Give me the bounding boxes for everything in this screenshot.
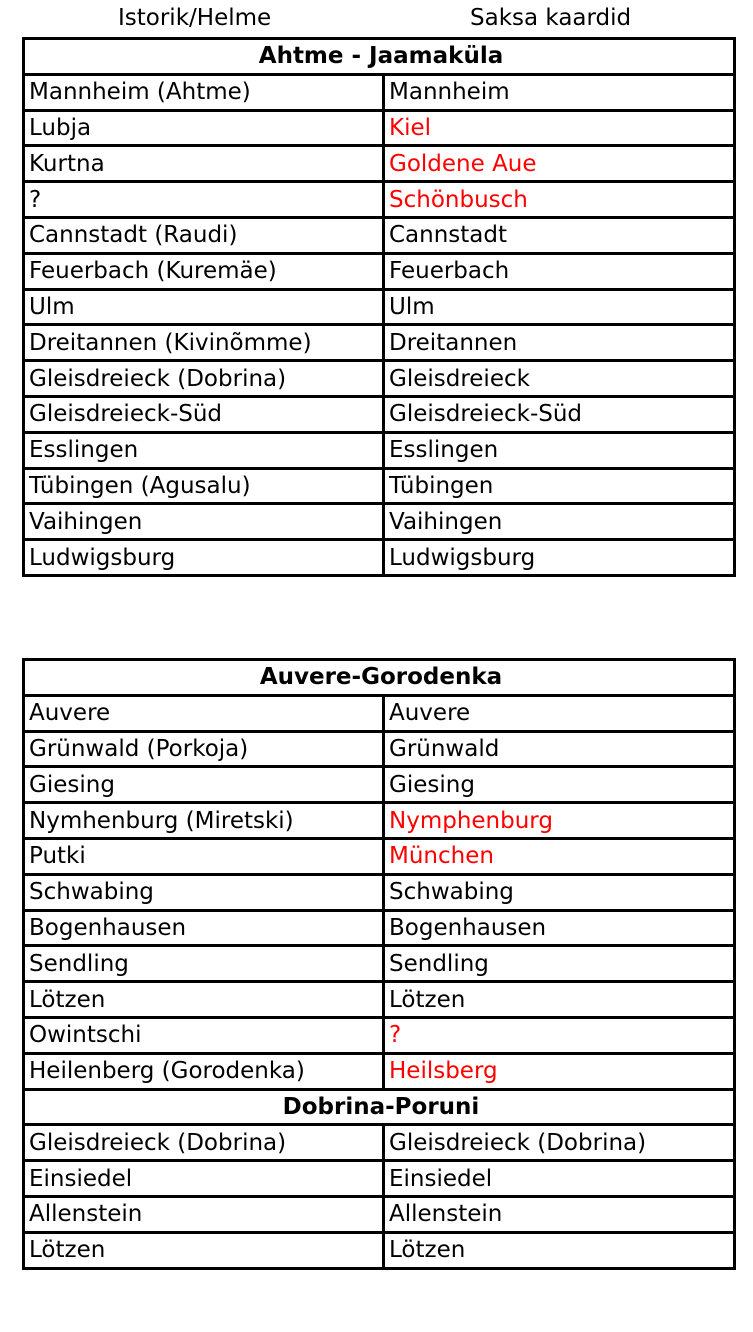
german-map-name-cell: Lötzen [384,982,735,1018]
table-row [24,289,735,325]
historian-name-cell: Auvere [24,695,384,731]
table-row [24,182,735,218]
historian-name-cell: Tübingen (Agusalu) [24,468,384,504]
section-title: Auvere-Gorodenka [24,660,735,696]
table-auvere-gorodenka [22,658,736,1270]
table-row [24,695,735,731]
table-row [24,74,735,110]
historian-name-cell: Cannstadt (Raudi) [24,217,384,253]
section-header-row [24,660,735,696]
german-map-name-cell: München [384,838,735,874]
historian-name-cell: Owintschi [24,1017,384,1053]
german-map-name-cell: ? [384,1017,735,1053]
table-row [24,910,735,946]
table-row [24,1125,735,1161]
table-row [24,731,735,767]
german-map-name-cell: Allenstein [384,1196,735,1232]
german-map-name-cell: Schwabing [384,874,735,910]
historian-name-cell: Sendling [24,946,384,982]
german-map-name-cell: Einsiedel [384,1161,735,1197]
german-map-name-cell: Gleisdreieck-Süd [384,396,735,432]
german-map-name-cell: Kiel [384,110,735,146]
section-header-row [24,1089,735,1125]
table-row [24,396,735,432]
historian-name-cell: Lötzen [24,1232,384,1268]
german-map-name-cell: Bogenhausen [384,910,735,946]
table-row [24,432,735,468]
table-row [24,253,735,289]
german-map-name-cell: Gleisdreieck [384,361,735,397]
table-row [24,468,735,504]
table-row [24,767,735,803]
table-row [24,1196,735,1232]
historian-name-cell: Vaihingen [24,504,384,540]
historian-name-cell: Schwabing [24,874,384,910]
table-row [24,361,735,397]
historian-name-cell: Heilenberg (Gorodenka) [24,1053,384,1089]
table-row [24,1053,735,1089]
table-row [24,146,735,182]
german-map-name-cell: Vaihingen [384,504,735,540]
german-map-name-cell: Feuerbach [384,253,735,289]
historian-name-cell: Einsiedel [24,1161,384,1197]
historian-name-cell: Lubja [24,110,384,146]
historian-name-cell: Mannheim (Ahtme) [24,74,384,110]
table-row [24,217,735,253]
german-map-name-cell: Auvere [384,695,735,731]
historian-name-cell: Ludwigsburg [24,540,384,576]
column-headers [22,2,733,36]
historian-name-cell: ? [24,182,384,218]
historian-name-cell: Feuerbach (Kuremäe) [24,253,384,289]
german-map-name-cell: Cannstadt [384,217,735,253]
historian-name-cell: Lötzen [24,982,384,1018]
german-map-name-cell: Mannheim [384,74,735,110]
historian-name-cell: Putki [24,838,384,874]
german-map-name-cell: Ulm [384,289,735,325]
table-row [24,1232,735,1268]
table-row [24,946,735,982]
section-title: Ahtme - Jaamaküla [24,39,735,75]
german-map-name-cell: Giesing [384,767,735,803]
table-row [24,1161,735,1197]
historian-name-cell: Giesing [24,767,384,803]
historian-name-cell: Esslingen [24,432,384,468]
german-map-name-cell: Schönbusch [384,182,735,218]
german-map-name-cell: Dreitannen [384,325,735,361]
german-map-name-cell: Goldene Aue [384,146,735,182]
column-header-german-maps: Saksa kaardid [470,5,632,31]
german-map-name-cell: Nymphenburg [384,803,735,839]
german-map-name-cell: Heilsberg [384,1053,735,1089]
german-map-name-cell: Grünwald [384,731,735,767]
german-map-name-cell: Tübingen [384,468,735,504]
historian-name-cell: Kurtna [24,146,384,182]
historian-name-cell: Ulm [24,289,384,325]
german-map-name-cell: Esslingen [384,432,735,468]
historian-name-cell: Dreitannen (Kivinõmme) [24,325,384,361]
table-row [24,325,735,361]
table-row [24,874,735,910]
german-map-name-cell: Ludwigsburg [384,540,735,576]
german-map-name-cell: Lötzen [384,1232,735,1268]
historian-name-cell: Gleisdreieck (Dobrina) [24,1125,384,1161]
section-title: Dobrina-Poruni [24,1089,735,1125]
table-ahtme-jaamakula [22,37,736,577]
historian-name-cell: Bogenhausen [24,910,384,946]
historian-name-cell: Grünwald (Porkoja) [24,731,384,767]
table-row [24,504,735,540]
historian-name-cell: Gleisdreieck-Süd [24,396,384,432]
german-map-name-cell: Sendling [384,946,735,982]
section-header-row [24,39,735,75]
table-row [24,540,735,576]
table-row [24,838,735,874]
historian-name-cell: Nymhenburg (Miretski) [24,803,384,839]
column-header-historian: Istorik/Helme [118,5,272,31]
historian-name-cell: Allenstein [24,1196,384,1232]
german-map-name-cell: Gleisdreieck (Dobrina) [384,1125,735,1161]
table-row [24,982,735,1018]
historian-name-cell: Gleisdreieck (Dobrina) [24,361,384,397]
table-row [24,803,735,839]
table-row [24,1017,735,1053]
table-row [24,110,735,146]
